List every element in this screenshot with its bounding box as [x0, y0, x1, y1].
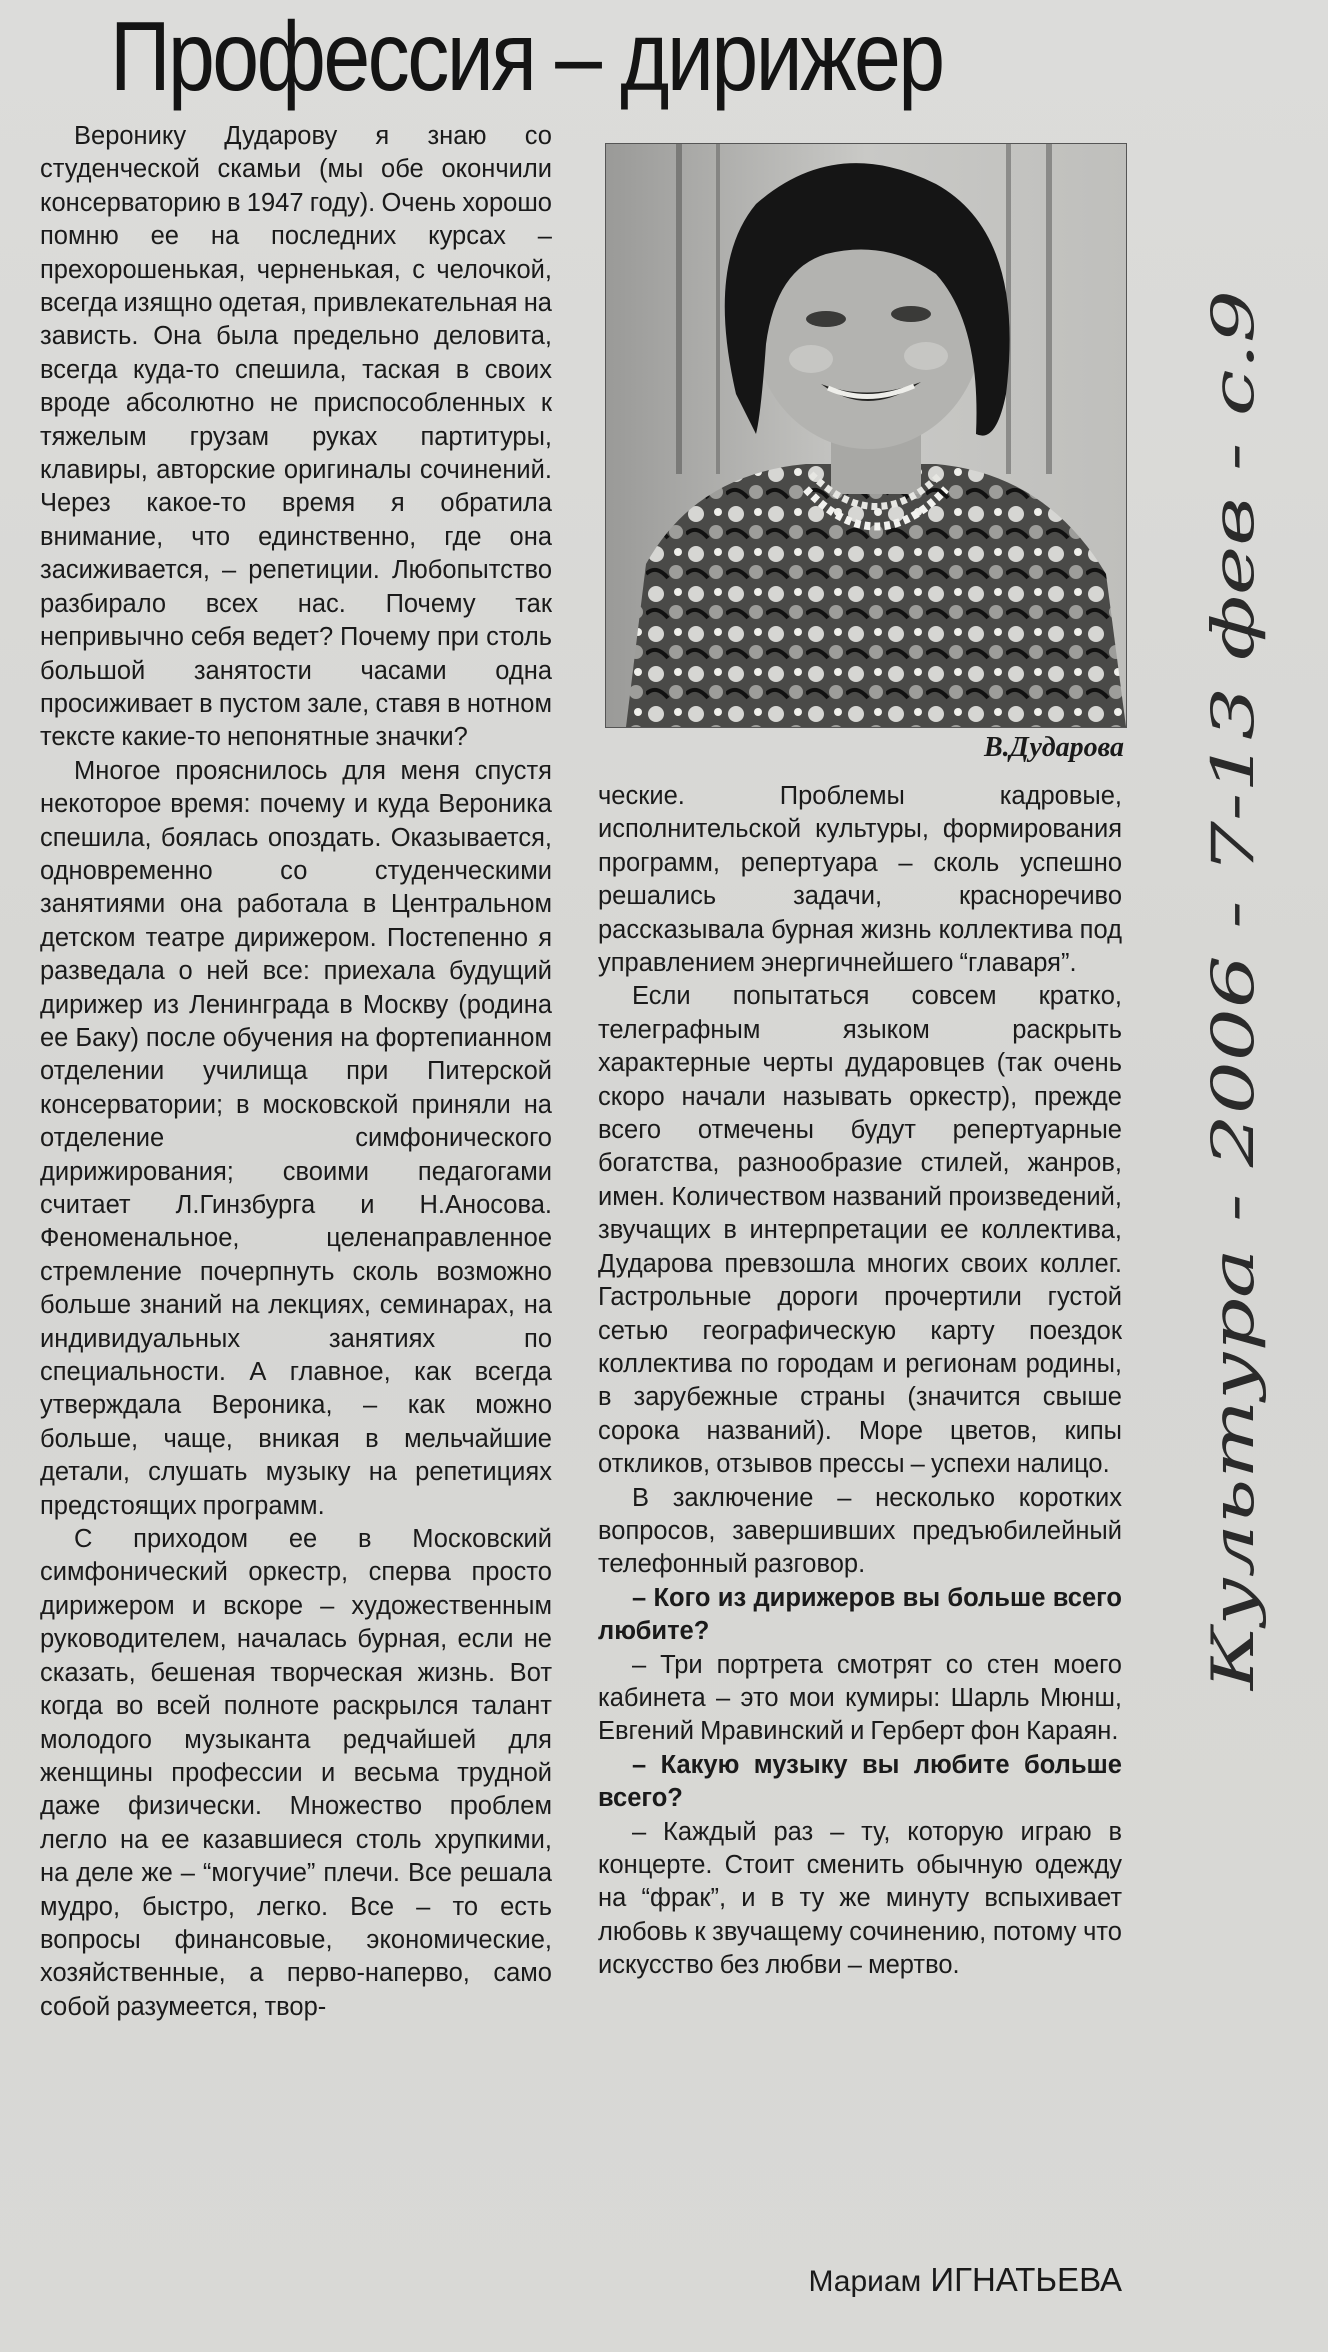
article-right-column — [598, 780, 1122, 2220]
article-paragraph: Веронику Дударову я знаю со студенческой скамьи (мы обе окончили консерваторию в 1947 году). Очень хорошо помню ее на последних курсах – прехорошенькая, черненькая, с челочкой, всегда изящно одетая, привлекательная на зависть. Она была предельно деловита, всегда куда-то спешила, таская в своих вроде абсолютно не приспособленных к тяжелым грузам руках партитуры, клавиры, авторские оригиналы сочинений. Через какое-то время я обратила внимание, что единственно, где она засиживается, – репетиции. Любопытство разбирало всех нас. Почему так непривычно себя ведет? Почему при столь большой занятости часами одна просиживает в пустом зале, ставя в нотном тексте какие-то непонятные значки? — [40, 122, 552, 752]
article-paragraph: ческие. Проблемы кадровые, исполнительской культуры, формирования программ, репертуара – сколь успешно решались задачи, красноречиво рассказывала бурная жизнь коллектива под управлением энергичнейшего “главаря”. — [598, 782, 1122, 978]
handwritten-source-note — [1158, 270, 1288, 1700]
portrait-illustration — [606, 144, 1126, 727]
interview-question: – Какую музыку вы любите больше всего? — [598, 1750, 1122, 1813]
article-paragraph: В заключение – несколько коротких вопросов, завершивших предъюбилейный телефонный разговор. — [598, 1483, 1122, 1579]
author-last-name: ИГНАТЬЕВА — [930, 2261, 1122, 2298]
interview-question: – Кого из дирижеров вы больше всего любите? — [598, 1583, 1122, 1646]
article-paragraph: Если попытаться совсем кратко, телеграфным языком раскрыть характерные черты дударовцев (так очень скоро начали называть оркестр), прежде всего отмечены будут репертуарные богатства, разнообразие стилей, жанров, имен. Количеством названий произведений, звучащих в интерпретации ее коллектива, Дударова превзошла многих своих коллег. Гастрольные дороги прочертили густой сетью географическую карту поездок коллектива по городам и регионам родины, в зарубежные страны (значится свыше сорока названий). Море цветов, кипы откликов, отзывов прессы – успехи налицо. — [598, 982, 1122, 1479]
portrait-photo — [605, 143, 1127, 728]
interview-answer: – Три портрета смотрят со стен моего кабинета – это мои кумиры: Шарль Мюнш, Евгений Мравинский и Герберт фон Караян. — [598, 1650, 1122, 1746]
photo-caption: В.Дударова — [983, 732, 1124, 763]
interview-answer: – Каждый раз – ту, которую играю в концерте. Стоит сменить обычную одежду на “фрак”, и в ту же минуту вспыхивает любовь к звучащему сочинению, потому что искусство без любви – мертво. — [598, 1817, 1122, 1980]
article-paragraph: С приходом ее в Московский симфонический оркестр, сперва просто дирижером и вскоре – художественным руководителем, началась бурная, если не сказать, бешеная творческая жизнь. Вот когда во всей полноте раскрылся талант молодого музыканта редчайшей для женщины профессии и весьма трудной даже физически. Множество проблем легло на ее казавшиеся столь хрупкими, на деле же – “могучие” плечи. Все решала мудро, быстро, легко. Все – то есть вопросы финансовые, экономические, хозяйственные, а перво-наперво, само собой разумеется, твор- — [40, 1525, 552, 2021]
author-byline — [710, 2255, 1122, 2305]
author-first-name: Мариам — [808, 2265, 922, 2298]
article-left-column — [40, 120, 552, 2320]
headline: Профессия – дирижер — [110, 1, 943, 111]
article-paragraph: Многое прояснилось для меня спустя некоторое время: почему и куда Вероника спешила, боялась опоздать. Оказывается, одновременно со студенческими занятиями она работала в Центральном детском театре дирижером. Постепенно я разведала о ней все: приехала будущий дирижер из Ленинграда в Москву (родина ее Баку) после обучения на фортепианном отделении училища при Питерской консерватории; в московской приняли на отделение симфонического дирижирования; своими педагогами считает Л.Гинзбурга и Н.Аносова. Феноменальное, целенаправленное стремление почерпнуть сколь возможно больше знаний на лекциях, семинарах, на индивидуальных занятиях по специальности. А главное, как всегда утверждала Вероника, – как можно больше, чаще, вникая в мельчайшие детали, слушать музыку на репетициях предстоящих программ. — [40, 756, 552, 1520]
handwritten-note-text: Культура - 2006 - 7-13 фев - с.9 — [1199, 715, 1267, 1690]
